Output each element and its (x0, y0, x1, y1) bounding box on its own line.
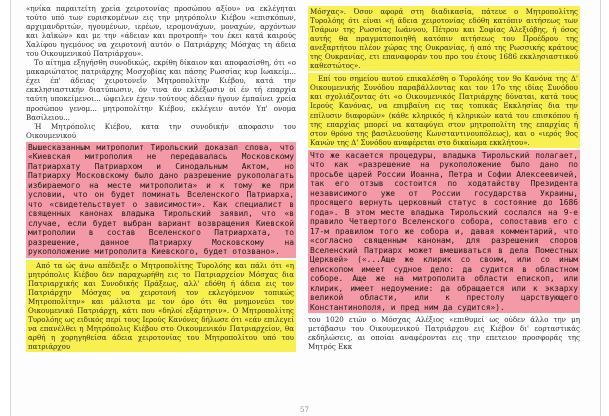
right-greek-paragraph: του 1020 ετών ο Μόσχας Αλέξιος «επιθυμεί ως ούδεν άλλο την μη μετάβασιν του Οικουμενικού Πατριάρχου εις Κιέβον δι' εορταστικάς εκδηλώσεις, αι οποίαι αναφέρονται εις την επετειον προσφοράς της Μητρός Εκκ (308, 315, 580, 352)
left-greek-highlight: Από τα ώς άνω απέδειξε ο Μητροπολίτης Τυρολόης και πάλι ότι «η μητρόπολις Κιέβου δεν παραχωρήθη εις το Πατριαρχείον Μόσχας δια Πατριαρχικής και Συνοδικής Πράξεως, αλλ' εδόθη ή άδεια εις τον Πατριάρχην Μόσχας να χειροτονή τον εκλεγόμενον τοπικώς Μητροπολίτην» και μάλιστα με τον όρο ότι θα μνημονεύει τον Οικουμενικό Πατριάρχη, κάτι που «δηλοί εξάρτησιν». Ο Μητροπολίτης Τυρολόης ως ειδικός περί τους Ιερούς Κανόνες δήλωσε ότι «εάν επιλεγεί να επανέλθει η Μητρόπολις Κιέβου στο Οικουμενικόν Πατριαρχείον, θα αρθή η χορηγηθείσα άδεια χειροτονίας του Μητροπολίτου υπό του πατριάρχου (28, 260, 294, 352)
left-greek-paragraph-1: «ηνίκα παραιτείτη χρεία χειροτονίας προσώπου αξίου» να εκλέγηται τούτο υπό των ευρισκομένων εις την μητρόπολιν Κιέβου «επισκόπων, αρχιμανδριτών, ηγουμένων, ιερέων, ιερομονάχων, μοναχών, αρχόντων και λαϊκών» και με την «άδειαν και προτροπή» του έκει κατά καιρούς Χαλίφου ηγεμόνος να χειροτονή αυτόν ο Πατριάρχης Μόσχας τη άδεια του Οικουμενικού Πατριάρχου». (26, 4, 296, 59)
right-russian-highlight: Что же касается процедуры, владыка Тирольский полагает, что как «разрешение на рукоположение было дано по просьбе царей России Иоанна, Петра и Софии Алексеевичей, так его отзыв состоится по ходатайству Президента независимого уже от России государства Украины, просящего вернуть церковный статус в состояние до 1686 года». В этом месте владыка Тирольский сослался на 9-е правило Четвертого Вселенского собора, сопоставив его с 17-м правилом того же собора и, давая комментарий, что «согласно священным канонам, для разрешения споров Вселенский Патриарх может вмешиваться в дела Поместных Церквей» («...Аще же клирик со своим, или со иным епископом имеет судное дело: да судится в областном соборе. Аще же на митрополита области епископ, или клирик, имеет недоумение: да обращается или к экзарху великой области, или к престолу царствующего Константинополя, и пред ним да судится»). (310, 150, 578, 312)
left-greek-paragraph-2: Το αίτημα εξηγήσθη συνοδικώς, εκρίθη δίκαιον και αποφασίσθη, ότι «ο μακαριώτατος πατριάρχης Μοσχοβίας και πάσης Ρωσσίας κυρ Ιωακείμ... έχει έπ' άδειας χειροτονεΐν Μητροπολίτην Κιέβου, κατά την εκκλησιαστικήν διατύπωσιν, όν τινα άν εκλέξωσιν οί έν τή επαρχία ταύτη υποκείμενοι... ώφειλεν έχειν τούτους άδειαν ήγουν έμπαίνει χρεία προσώπου γενομ... μητροπολίτην Κιέβου, εκλέγειν αυτόν Υπ' ονομα Βασίλειου... (26, 58, 296, 122)
right-column (308, 4, 580, 351)
page-number: 57 (300, 406, 309, 414)
left-column (26, 4, 296, 354)
right-greek-highlight-2: Επί του σημείου αυτού επικαλέσθη ο Τυρολόης τον 9ο Κανόνα της Δ' Οικουμενικής Συνόδου παραβάλλοντας και τον 17ο της ιδίας Συνόδου και σχολιάζοντας ότι «ο Οικουμενικός Πατριάρχης δύναται, κατά τους Ιερούς Κανόνας, να επιμβαίνη εις τας τοπικάς Εκκλησίας δια την επίλυσιν διαφορών» (κάθε κληρικός ή κληρικών κατά του επισκόπου ή της επαρχίας μπορεί να καταφύγει στον μητροπολίτη της επαρχίας ή στον θρόνο της βασιλευούσης Κωνσταντινουπόλεως), και ο «ιερός 9ος Κανών της Δ' Συνόδου αναφέρεται στο δικαίωμα εκκλήτου». (310, 74, 578, 147)
right-greek-highlight-1: Μόσχας». Όσον αφορά στη διαδικασία, πάτευε ο Μητροπολίτης Τυρολόης ότι είναι «ή άδεια χειροτονίας εδόθη κατόπιν αιτήσεως των Τσάρων της Ρωσσίας Ιωάννου, Πέτρου και Σοφίας Αλεξιόβης, ή όσος αυτής θα πραγματοποιηθή κατόπιν αιτήσεως του Προέδρου της ανεξαρτήτου πλέον χώρας της Ουκρανίας, ή από της Ρωσσικής κράτους της Ουκρανίας, ετι επαναφοράν του προ του έτους 1686 εκκλησιαστικού καθεστώτος». (310, 7, 578, 71)
left-greek-paragraph-3: Ή Μητρόπολις Κιέβου, κατα την συνοδικήν αποφασιν του Οικουμενικού (26, 121, 296, 140)
left-russian-highlight: Вышесказанным митрополит Тирольский доказал слова, что «Киевская митрополия не передавалась Московскому Патриархату Патриархом и Синодальным Актом, но Патриарху Московскому было дано разрешение рукополагать избираемого на месте митрополита» и к тому же при условии, что он будет поминать Вселенского Патриарха, что «свидетельствует о зависимости». Как специалист в священных канонах владыка Тирольский заявил, что «в случае, если будет выбран вариант возвращения Киевской митрополии в состав Вселенского Патриархата, то разрешение, данное Патриарху Московскому на рукоположение митрополита Киевского, будет отозвано». (28, 142, 294, 257)
